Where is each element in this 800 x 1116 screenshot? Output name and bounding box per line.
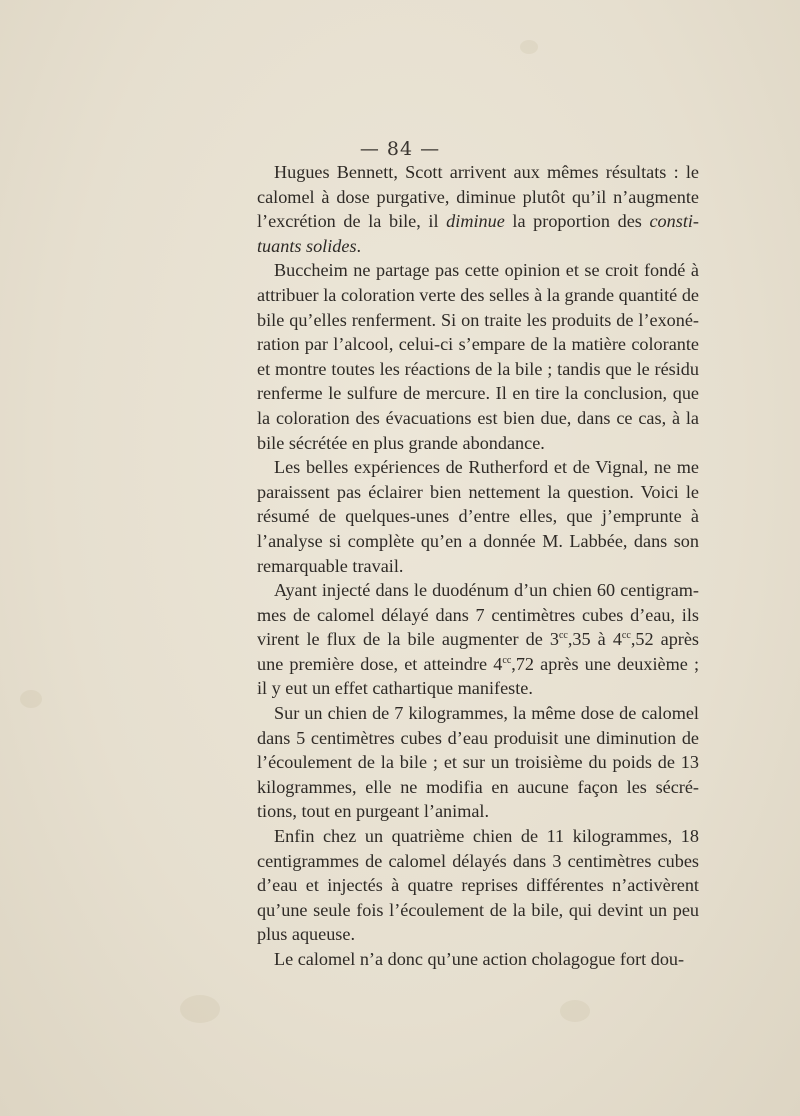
paper-stain — [20, 690, 42, 708]
text-run: . — [356, 235, 362, 256]
italic-text: diminue — [446, 211, 505, 232]
page-number: — 84 — — [359, 138, 441, 160]
text-run: ,52 après une première dose, et atteindre 4 — [257, 629, 699, 674]
paragraph — [257, 160, 699, 258]
text-run: ,35 à 4 — [567, 629, 622, 650]
text-run: Buccheim ne partage pas cette opinion et se croit fondé à attribuer la coloration verte des selles à la grande quantité de bile qu’elles renferment. Si on traite les produits de l’exoné-ration par l’alcool, celui-ci s’empare de la matière colorante et montre toutes les réactions de la bile ; tandis que le résidu renferme le sulfure de mercure. Il en tire la conclusion, que la coloration des évacuations est bien due, dans ce cas, à la bile sécrétée en plus grande abondance. — [257, 260, 699, 453]
text-run: Les belles expériences de Rutherford et de Vignal, ne me paraissent pas éclairer bien nettement la question. Voici le résumé de quelques-unes d’entre elles, que j’emprunte à l’analyse si complète qu’en a donnée M. Labbée, dans son remarquable travail. — [257, 457, 699, 576]
paper-stain — [560, 1000, 590, 1022]
superscript-unit: cc — [621, 630, 631, 642]
body-text — [257, 160, 699, 972]
text-run: Le calomel n’a donc qu’une action cholagogue fort dou- — [274, 949, 685, 969]
paragraph — [257, 824, 699, 947]
paragraph — [257, 701, 699, 824]
superscript-unit: cc — [502, 654, 512, 666]
text-run: Sur un chien de 7 kilogrammes, la même dose de calomel dans 5 centimètres cubes d’eau produisit une diminution de l’écoulement de la bile ; et sur un troisième du poids de 13 kilogrammes, elle ne modifia en aucune façon les sécré-tions, tout en purgeant l’animal. — [257, 703, 699, 822]
text-run: Hugues Bennett, Scott arrivent aux mêmes résultats : le calomel à dose purgative, diminue plutôt qu’il n’augmente l’excrétion de la bile, il — [257, 162, 699, 232]
italic-text: consti-tuants solides — [257, 211, 699, 256]
paragraph — [257, 258, 699, 455]
text-run: Ayant injecté dans le duodénum d’un chien 60 centigram-mes de calomel délayé dans 7 centimètres cubes d’eau, ils virent le flux de la bile augmenter de 3 — [257, 580, 699, 650]
paragraph — [257, 947, 699, 972]
text-run: la proportion des — [504, 211, 650, 232]
text-run: Enfin chez un quatrième chien de 11 kilogrammes, 18 centigrammes de calomel délayés dans 3 centimètres cubes d’eau et injectés à quatre reprises différentes n’activèrent qu’une seule fois l’écoulement de la bile, qui devint un peu plus aqueuse. — [257, 826, 699, 945]
superscript-unit: cc — [558, 630, 568, 642]
paragraph — [257, 578, 699, 701]
paper-stain — [520, 40, 538, 54]
text-run: ,72 après une deuxième ; il y eut un effet cathartique manifeste. — [257, 653, 699, 699]
paper-stain — [180, 995, 220, 1023]
paragraph — [257, 455, 699, 578]
